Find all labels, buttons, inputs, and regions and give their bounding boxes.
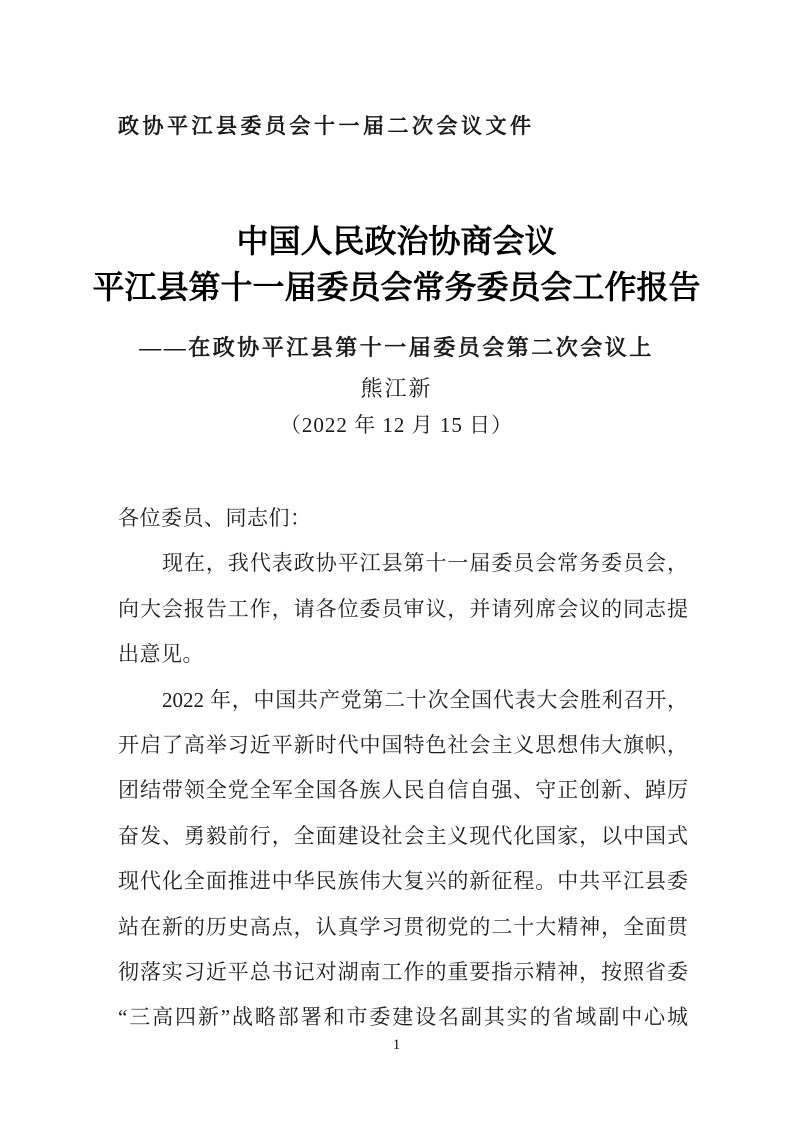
body-line: 现代化全面推进中华民族伟大复兴的新征程。中共平江县委 [118, 869, 688, 894]
document-subtitle: ——在政协平江县第十一届委员会第二次会议上 [139, 335, 654, 360]
body-line: 团结带领全党全军全国各族人民自信自强、守正创新、踔厉 [118, 778, 688, 803]
title-line-1: 中国人民政治协商会议 [236, 223, 557, 259]
title-line-2: 平江县第十一届委员会常务委员会工作报告 [92, 269, 701, 305]
author-name: 熊江新 [360, 376, 433, 401]
body-line: 彻落实习近平总书记对湖南工作的重要指示精神，按照省委 [118, 960, 688, 985]
body-line: 2022 年，中国共产党第二十次全国代表大会胜利召开， [162, 687, 688, 712]
document-header-label: 政协平江县委员会十一届二次会议文件 [118, 114, 535, 138]
body-line: 开启了高举习近平新时代中国特色社会主义思想伟大旗帜， [118, 733, 688, 758]
page-number: 1 [392, 1037, 401, 1053]
body-line: 出意见。 [118, 642, 204, 667]
document-date: （2022 年 12 月 15 日） [279, 413, 514, 437]
body-line: 站在新的历史高点，认真学习贯彻党的二十大精神，全面贯 [118, 914, 688, 939]
body-line: 向大会报告工作，请各位委员审议，并请列席会议的同志提 [118, 596, 688, 621]
body-line-salutation: 各位委员、同志们： [118, 506, 312, 530]
document-body [118, 496, 688, 1041]
body-line: 奋发、勇毅前行，全面建设社会主义现代化国家，以中国式 [118, 823, 688, 848]
body-line: 现在，我代表政协平江县第十一届委员会常务委员会， [162, 551, 688, 576]
body-line: “三高四新”战略部署和市委建设名副其实的省域副中心城 [118, 1005, 688, 1030]
document-title [0, 218, 793, 310]
